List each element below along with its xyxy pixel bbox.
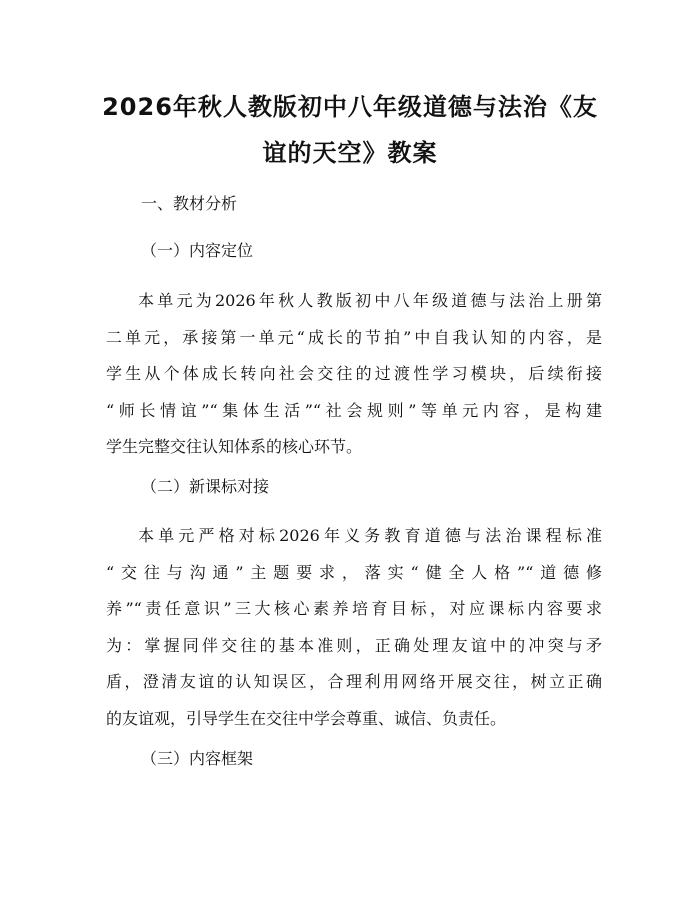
paragraph-line: 二单元，承接第一单元“成长的节拍”中自我认知的内容，是 [106, 327, 602, 347]
subsection-heading-new-curriculum-alignment: （二）新课标对接 [141, 477, 270, 496]
subsection-heading-content-positioning: （一）内容定位 [141, 241, 254, 260]
subsection-heading-content-framework: （三）内容框架 [141, 749, 254, 768]
paragraph-new-curriculum-alignment [106, 518, 602, 737]
document-title-line-2: 谊的天空》教案 [262, 139, 438, 167]
paragraph-line: 的友谊观，引导学生在交往中学会尊重、诚信、负责任。 [106, 708, 507, 728]
paragraph-line: “师长情谊”“集体生活”“社会规则”等单元内容，是构建 [106, 400, 602, 420]
paragraph-line: 学生从个体成长转向社会交往的过渡性学习模块，后续衔接 [106, 364, 602, 383]
paragraph-line: 本单元严格对标2026年义务教育道德与法治课程标准 [138, 526, 602, 545]
document-title [100, 84, 600, 176]
document-title-line-1: 2026年秋人教版初中八年级道德与法治《友 [102, 93, 598, 121]
paragraph-line: 本单元为2026年秋人教版初中八年级道德与法治上册第 [138, 291, 602, 310]
paragraph-line: 学生完整交往认知体系的核心环节。 [106, 437, 363, 456]
paragraph-line: “交往与沟通”主题要求，落实“健全人格”“道德修 [106, 562, 602, 582]
paragraph-line: 养”“责任意识”三大核心素养培育目标，对应课标内容要求 [106, 599, 602, 618]
section-heading-teaching-material-analysis: 一、教材分析 [141, 194, 238, 213]
paragraph-content-positioning [106, 283, 602, 466]
paragraph-line: 盾，澄清友谊的认知误区，合理利用网络开展交往，树立正确 [106, 672, 602, 691]
paragraph-line: 为：掌握同伴交往的基本准则，正确处理友谊中的冲突与矛 [106, 635, 602, 655]
